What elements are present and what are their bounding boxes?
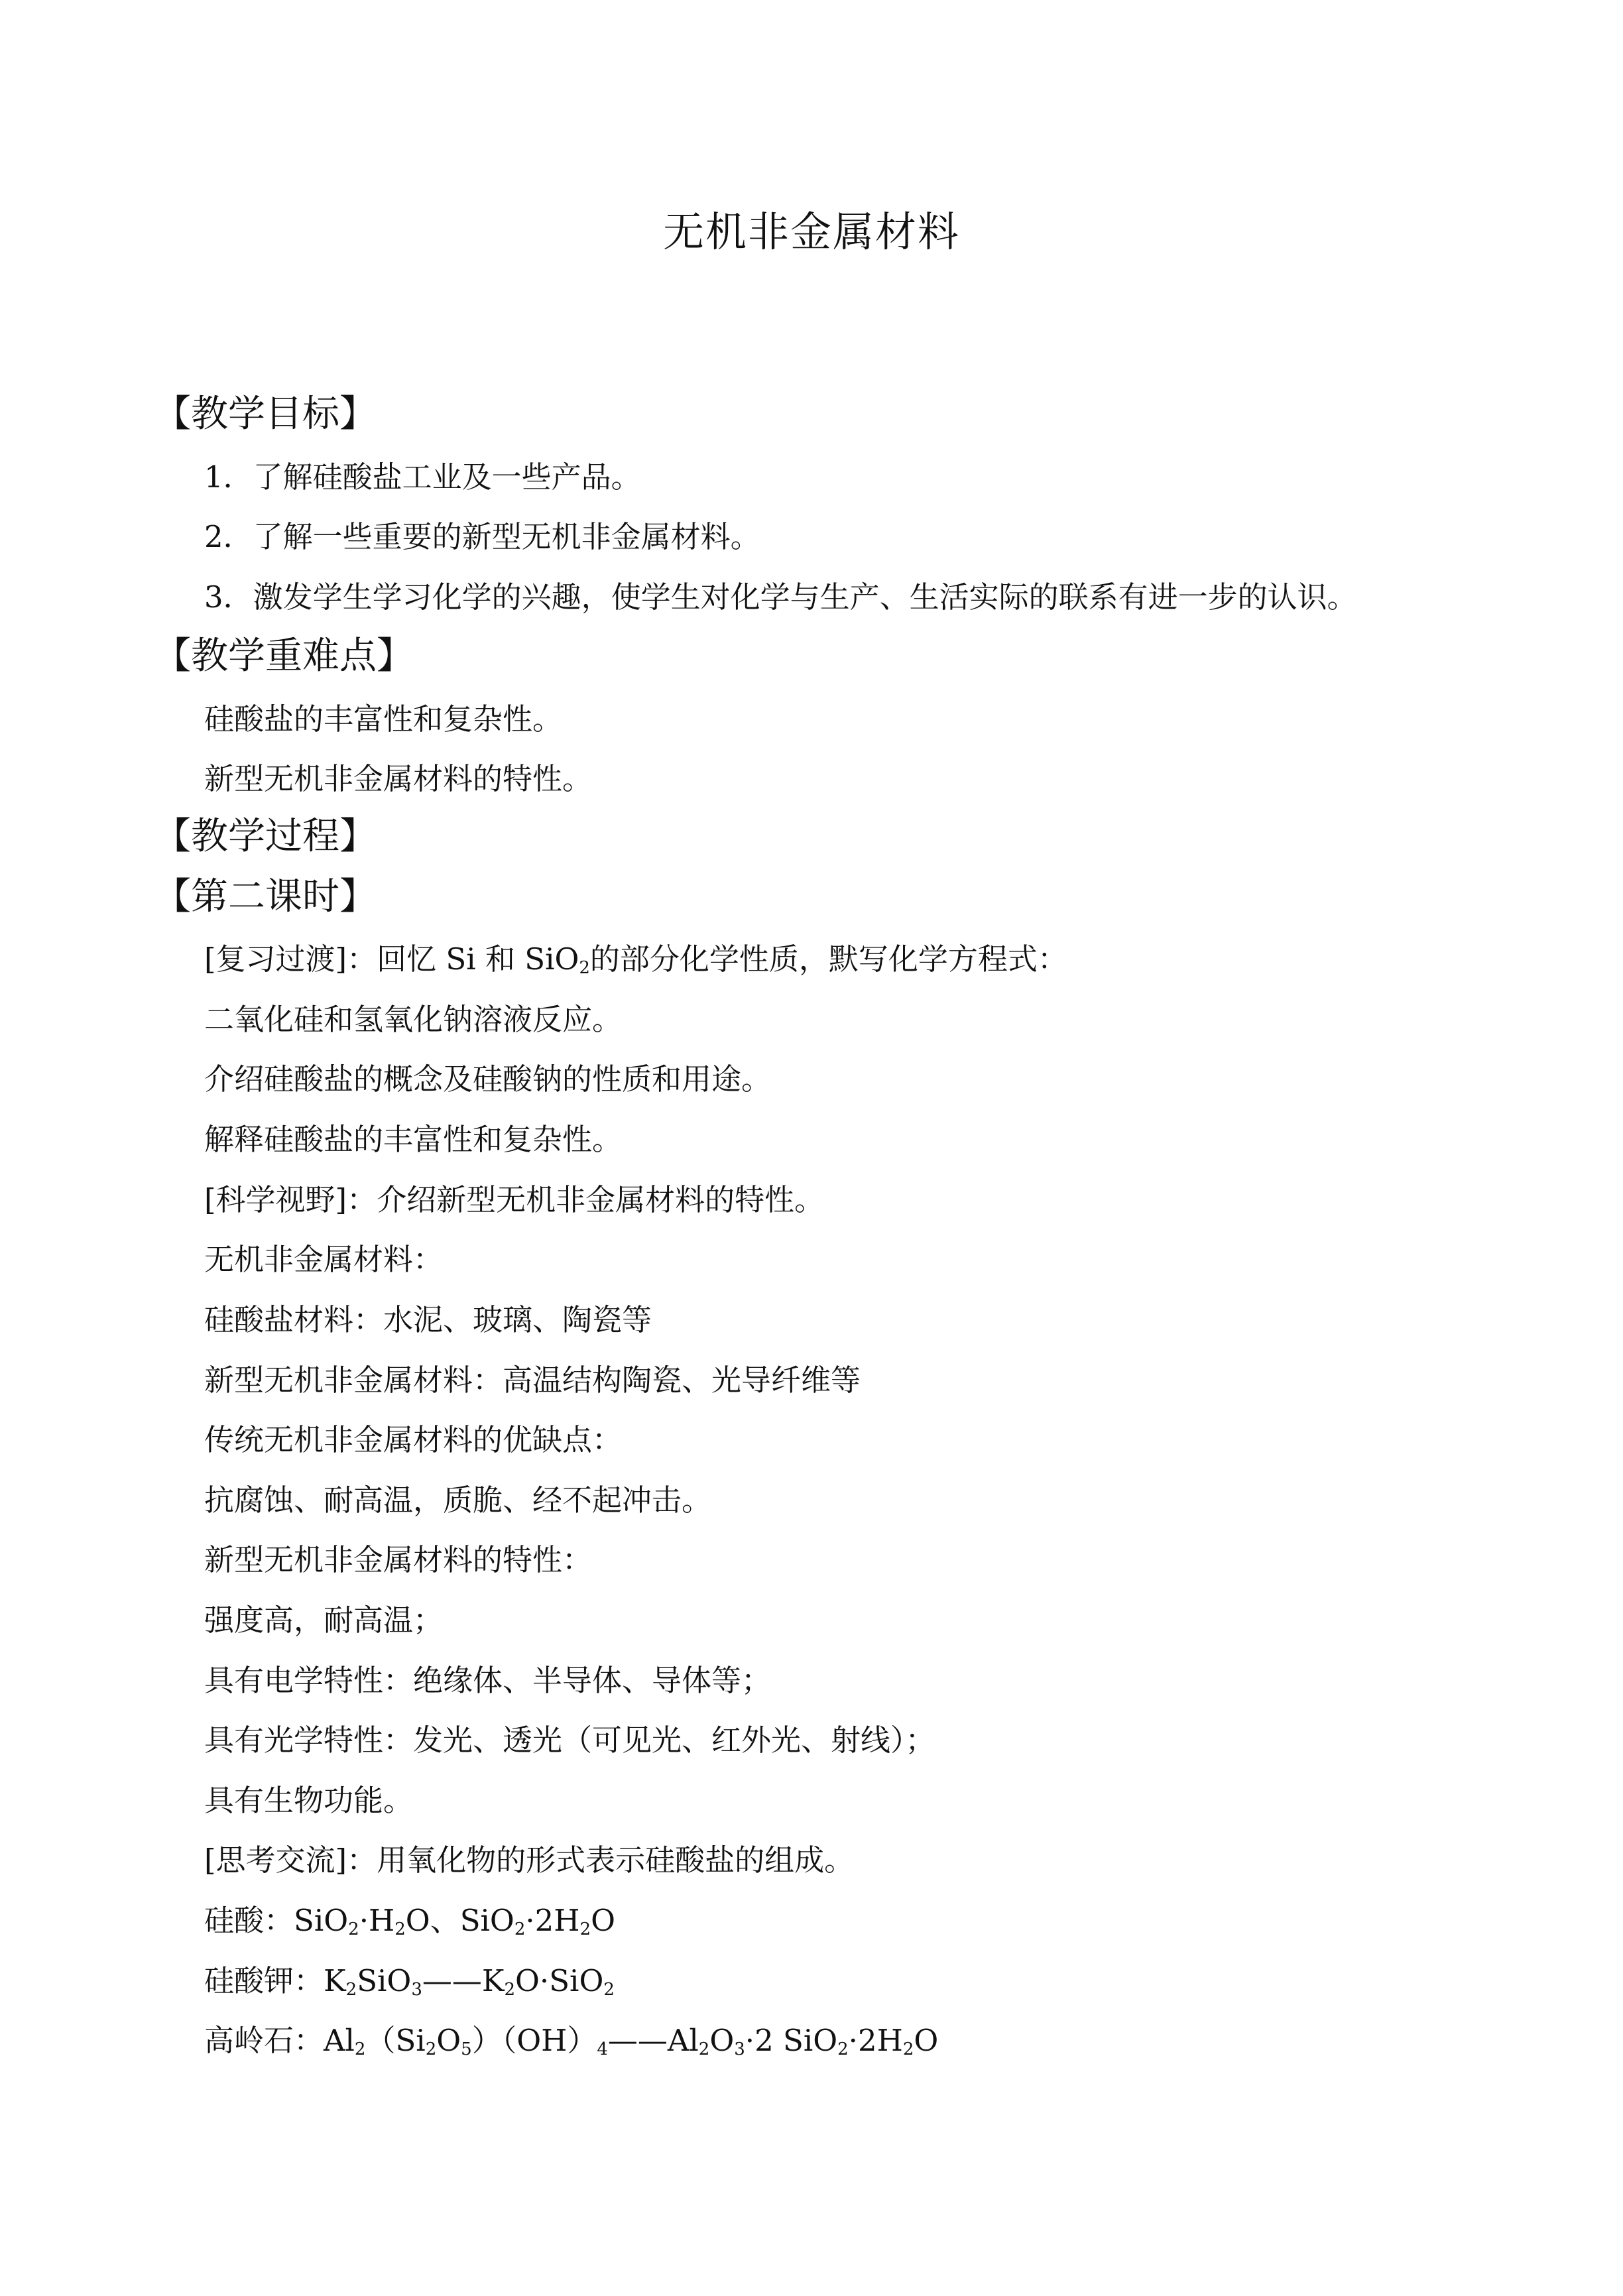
review-line: [复习过渡]：回忆 Si 和 SiO$_2$的部分化学性质，默写化学方程式： (204, 941, 1067, 978)
objective-item: 2．了解一些重要的新型无机非金属材料。 (204, 519, 760, 554)
objective-item: 3．激发学生学习化学的兴趣，使学生对化学与生产、生活实际的联系有进一步的认识。 (204, 579, 1357, 615)
page-title: 无机非金属材料 (662, 208, 960, 256)
body-line: 解释硅酸盐的丰富性和复杂性。 (204, 1122, 623, 1157)
key-points-heading: 【教学重难点】 (154, 634, 414, 678)
body-line: 强度高，耐高温； (204, 1602, 444, 1638)
body-line: 无机非金属材料： (204, 1242, 444, 1277)
body-line: [科学视野]：介绍新型无机非金属材料的特性。 (204, 1182, 825, 1217)
body-line: 传统无机非金属材料的优缺点： (204, 1422, 623, 1457)
body-line: 新型无机非金属材料的特性： (204, 1542, 593, 1577)
process-heading: 【教学过程】 (154, 815, 377, 858)
silicic-acid-formula: 硅酸：$SiO_2\cdot H_2O$、$SiO_2\cdot 2H_2O$ (204, 1903, 615, 1939)
key-point-item: 新型无机非金属材料的特性。 (204, 761, 593, 796)
body-line: [思考交流]：用氧化物的形式表示硅酸盐的组成。 (204, 1843, 855, 1878)
lesson-heading: 【第二课时】 (154, 875, 377, 918)
body-line: 二氧化硅和氢氧化钠溶液反应。 (204, 1002, 623, 1037)
body-line: 抗腐蚀、耐高温，质脆、经不起冲击。 (204, 1482, 712, 1518)
body-line: 硅酸盐材料：水泥、玻璃、陶瓷等 (204, 1302, 652, 1337)
body-line: 介绍硅酸盐的概念及硅酸钠的性质和用途。 (204, 1061, 772, 1097)
body-line: 具有电学特性：绝缘体、半导体、导体等； (204, 1663, 772, 1698)
objectives-heading: 【教学目标】 (154, 393, 377, 436)
kaolinite-formula: 高岭石：$Al_2(Si_2O_5)(OH)_4——Al_2O_3\cdot 2$ $SiO_2\cdot 2H_2O$ (204, 2023, 939, 2059)
body-line: 具有光学特性：发光、透光（可见光、红外光、射线）； (204, 1722, 935, 1758)
key-point-item: 硅酸盐的丰富性和复杂性。 (204, 701, 563, 737)
objective-item: 1．了解硅酸盐工业及一些产品。 (204, 459, 641, 495)
body-line: 具有生物功能。 (204, 1783, 414, 1818)
potassium-silicate-formula: 硅酸钾：$K_2SiO_3——K_2O\cdot SiO_2$ (204, 1963, 615, 2000)
body-line: 新型无机非金属材料：高温结构陶瓷、光导纤维等 (204, 1362, 861, 1398)
